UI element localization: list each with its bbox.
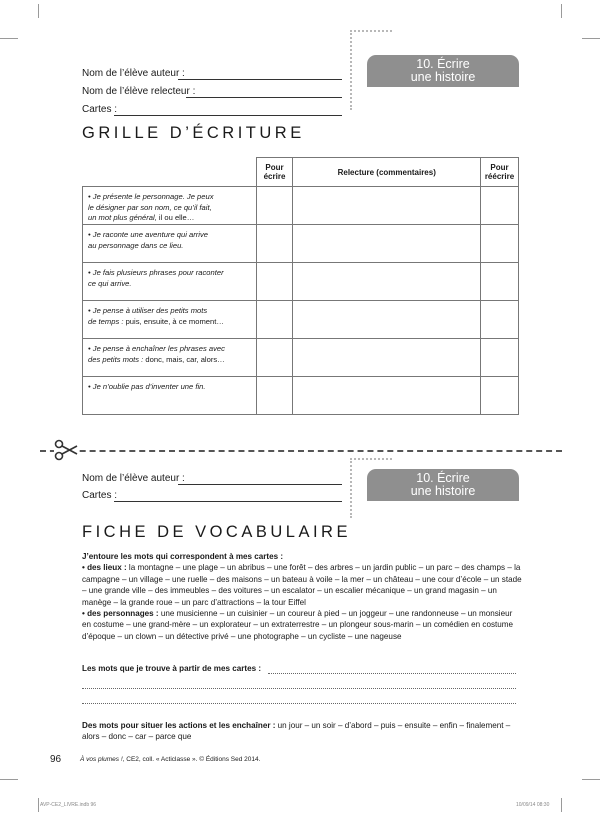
badge-line1: 10. Écrire	[416, 57, 470, 71]
situate-label: Des mots pour situer les actions et les enchaîner :	[82, 721, 276, 730]
criterion-line: de temps :	[88, 316, 124, 326]
scissors-icon	[54, 439, 78, 461]
table-row	[83, 187, 519, 225]
footer-credits: , CE2, coll. « Acticlasse ». © Éditions Sed 2014.	[122, 756, 261, 763]
print-slug-right: 10/09/14 08:30	[516, 802, 550, 808]
vocab-intro: J’entoure les mots qui correspondent à mes cartes :	[82, 552, 284, 561]
criterion-cell	[83, 187, 257, 225]
cards-field[interactable]	[114, 115, 342, 116]
criterion-line: ce qui arrive.	[88, 278, 132, 288]
comment-cell[interactable]	[293, 339, 481, 377]
table-row	[83, 339, 519, 377]
dotted-frame-horizontal	[350, 30, 392, 32]
people-list[interactable]: une musicienne – un cuisinier – un coureur à pied – un joggeur – une randonneuse – un monsieur en costume – une grand-mère – un explorateur – un extraterrestre – un plongeur sous-marin – un comédien en costume d’époque – un clown – un détective privé – une photographe – un cycliste – une nageuse	[82, 609, 514, 641]
criterion-cell	[83, 225, 257, 263]
write-cell[interactable]	[256, 377, 293, 415]
places-list[interactable]: la montagne – une plage – un abribus – une forêt – des arbres – un jardin public – un parc – des champs – la campagne – un village – une ruelle – des maisons – un bateau à voile – la mer – un château – une cour d’école – un stade – une grande ville – des immeubles – des voitures – un escalator – un escalier mécanique – un grand magasin – un manège – la grande roue – un parc d’attractions – la tour Eiffel	[82, 563, 522, 607]
write-cell[interactable]	[256, 187, 293, 225]
table-corner-cell	[83, 158, 257, 187]
table-row	[83, 263, 519, 301]
criterion-examples: puis, ensuite, à ce moment…	[123, 316, 224, 326]
criterion-examples: il ou elle…	[156, 213, 195, 222]
comment-cell[interactable]	[293, 301, 481, 339]
reviewer-label: Nom de l’élève relecteur :	[82, 86, 196, 97]
vocab-intro-block	[82, 551, 522, 642]
activity-badge	[367, 55, 519, 87]
rewrite-cell[interactable]	[481, 263, 519, 301]
criterion-line: • Je fais plusieurs phrases pour raconter	[88, 268, 224, 277]
criterion-line: • Je n’oublie pas d’inventer une fin.	[88, 382, 206, 391]
comment-cell[interactable]	[293, 225, 481, 263]
places-label: • des lieux :	[82, 563, 127, 573]
crop-mark	[582, 779, 600, 780]
write-cell[interactable]	[256, 339, 293, 377]
author-field[interactable]	[178, 79, 342, 80]
badge-line1: 10. Écrire	[416, 471, 470, 485]
crop-mark	[561, 798, 562, 812]
badge-line2: une histoire	[410, 70, 476, 84]
writing-grid-table	[82, 157, 519, 415]
crop-mark	[0, 38, 18, 39]
activity-badge	[367, 469, 519, 501]
criterion-examples: donc, mais, car, alors…	[143, 354, 225, 364]
situate-list: un jour – un soir – d’abord – puis – ensuite – enfin – finalement – alors – donc – car – parce que	[82, 721, 511, 742]
rewrite-cell[interactable]	[481, 225, 519, 263]
criterion-cell	[83, 339, 257, 377]
column-header: Relecture (commentaires)	[293, 158, 481, 187]
situate-block	[82, 720, 522, 743]
column-header: Pour réécrire	[481, 158, 519, 187]
write-cell[interactable]	[256, 301, 293, 339]
criterion-line: • Je raconte une aventure qui arrive	[88, 230, 209, 239]
comment-cell[interactable]	[293, 263, 481, 301]
reviewer-field[interactable]	[186, 97, 342, 98]
cards-label: Cartes :	[82, 104, 118, 115]
criterion-cell	[83, 263, 257, 301]
book-title: À vos plumes !	[80, 756, 123, 763]
criterion-line: au personnage dans ce lieu.	[88, 240, 184, 250]
people-label: • des personnages :	[82, 609, 159, 619]
answer-line[interactable]	[82, 688, 516, 689]
comment-cell[interactable]	[293, 187, 481, 225]
criterion-line: des petits mots :	[88, 354, 144, 364]
criterion-line: • Je présente le personnage. Je peux	[88, 192, 214, 201]
author-field[interactable]	[178, 484, 342, 485]
author-label: Nom de l’élève auteur :	[82, 68, 185, 79]
table-header-row	[83, 158, 519, 187]
author-label: Nom de l’élève auteur :	[82, 473, 185, 484]
badge-line2: une histoire	[410, 484, 476, 498]
table-row	[83, 377, 519, 415]
criterion-line: un mot plus général,	[88, 213, 157, 222]
crop-mark	[38, 4, 39, 18]
page-number: 96	[50, 754, 62, 765]
criterion-line: • Je pense à enchaîner les phrases avec	[88, 344, 225, 353]
crop-mark	[0, 779, 18, 780]
cards-field[interactable]	[114, 501, 342, 502]
page-title: GRILLE D’ÉCRITURE	[82, 124, 305, 142]
answer-line[interactable]	[82, 703, 516, 704]
criterion-cell	[83, 301, 257, 339]
write-cell[interactable]	[256, 225, 293, 263]
section-title: FICHE DE VOCABULAIRE	[82, 523, 351, 541]
crop-mark	[582, 38, 600, 39]
column-header: Pour écrire	[256, 158, 293, 187]
dotted-frame-vertical	[350, 30, 352, 110]
rewrite-cell[interactable]	[481, 301, 519, 339]
table-row	[83, 225, 519, 263]
criterion-line: • Je pense à utiliser des petits mots	[88, 306, 208, 315]
rewrite-cell[interactable]	[481, 187, 519, 225]
dotted-frame-horizontal	[350, 458, 392, 460]
table-row	[83, 301, 519, 339]
write-cell[interactable]	[256, 263, 293, 301]
crop-mark	[561, 4, 562, 18]
cards-label: Cartes :	[82, 490, 118, 501]
rewrite-cell[interactable]	[481, 339, 519, 377]
footer-credits-block	[80, 756, 260, 763]
found-words-label: Les mots que je trouve à partir de mes cartes :	[82, 664, 262, 673]
answer-line[interactable]	[268, 673, 516, 674]
criterion-line: le désigner par son nom, ce qu’il fait,	[88, 202, 212, 212]
dotted-frame-vertical	[350, 458, 352, 518]
criterion-cell	[83, 377, 257, 415]
print-slug-left: AVP-CE2_LIVRE.indb 96	[40, 802, 97, 808]
cut-line	[40, 450, 562, 452]
rewrite-cell[interactable]	[481, 377, 519, 415]
crop-mark	[38, 798, 39, 812]
comment-cell[interactable]	[293, 377, 481, 415]
